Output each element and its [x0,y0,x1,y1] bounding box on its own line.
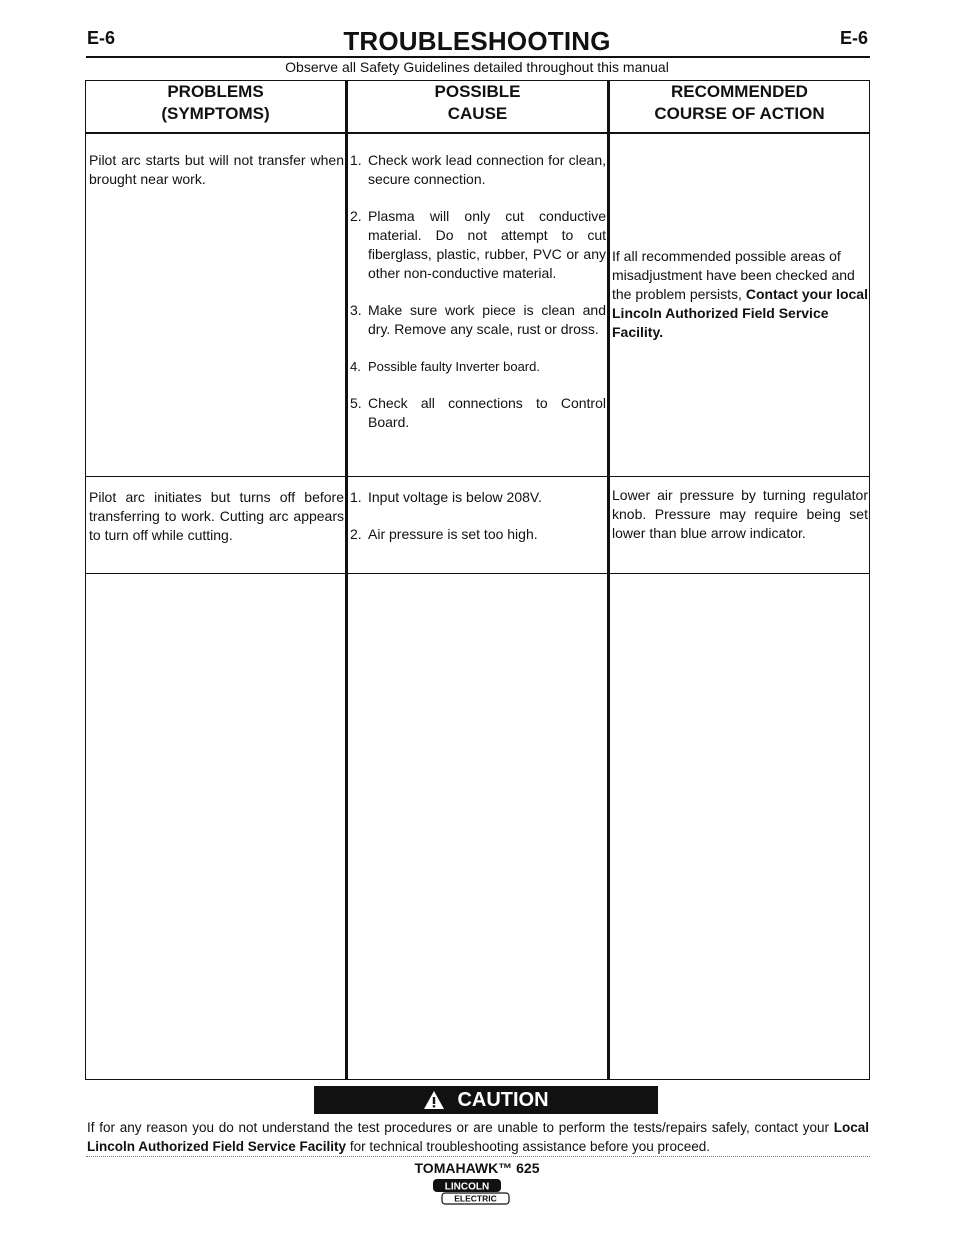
safety-note: Observe all Safety Guidelines detailed throughout this manual [285,59,669,75]
page-code-left: E-6 [87,28,116,48]
header-divider [85,132,870,134]
row1-causes [350,151,606,432]
cause-item: 5. Check all connections to Control Board. [350,395,606,430]
row-divider-1 [85,476,870,477]
column-header-problems: PROBLEMS (SYMPTOMS) [161,82,270,123]
row2-action: Lower air pressure by turning regulator knob. Pressure may require being set lower than blue arrow indicator. [612,487,868,541]
cause-item: 4. Possible faulty Inverter board. [350,359,540,374]
row2-causes [350,488,606,544]
model-name: TOMAHAWK™ 625 [414,1160,540,1176]
cause-item: 2. Plasma will only cut conductive material. Do not attempt to cut fiberglass, plastic, rubber, PVC or any other non-conductive material. [350,208,606,281]
footer-divider [86,1156,870,1157]
row-divider-2 [85,573,870,574]
caution-text: If for any reason you do not understand the test procedures or are unable to perform the tests/repairs safely, contact your Local Lincoln Authorized Field Service Facility for technical troubleshooting assistance before you proceed. [87,1120,869,1154]
page-code-right: E-6 [840,28,869,48]
column-divider-2 [607,80,610,1080]
svg-text:ELECTRIC: ELECTRIC [454,1193,497,1204]
lincoln-electric-logo [432,1178,510,1206]
title-rule [86,56,870,58]
row1-action: If all recommended possible areas of misadjustment have been checked and the problem persists, Contact your local Lincoln Authorized Field Service Facility. [612,248,868,340]
cause-item: 3. Make sure work piece is clean and dry. Remove any scale, rust or dross. [350,302,606,337]
cause-item: 1. Input voltage is below 208V. [350,489,542,505]
column-divider-1 [345,80,348,1080]
cause-item: 1. Check work lead connection for clean, secure connection. [350,152,606,187]
caution-label: CAUTION [457,1088,549,1111]
column-header-cause: POSSIBLE CAUSE [434,82,521,123]
column-header-action: RECOMMENDED COURSE OF ACTION [654,82,825,123]
row1-problem: Pilot arc starts but will not transfer when brought near work. [89,152,344,187]
svg-text:LINCOLN: LINCOLN [444,1181,490,1193]
warning-triangle-icon [423,1090,445,1110]
caution-banner [314,1086,658,1114]
cause-item: 2. Air pressure is set too high. [350,526,538,542]
page-title: TROUBLESHOOTING [343,26,611,56]
row2-problem: Pilot arc initiates but turns off before transferring to work. Cutting arc appears to turn off while cutting. [89,489,344,543]
